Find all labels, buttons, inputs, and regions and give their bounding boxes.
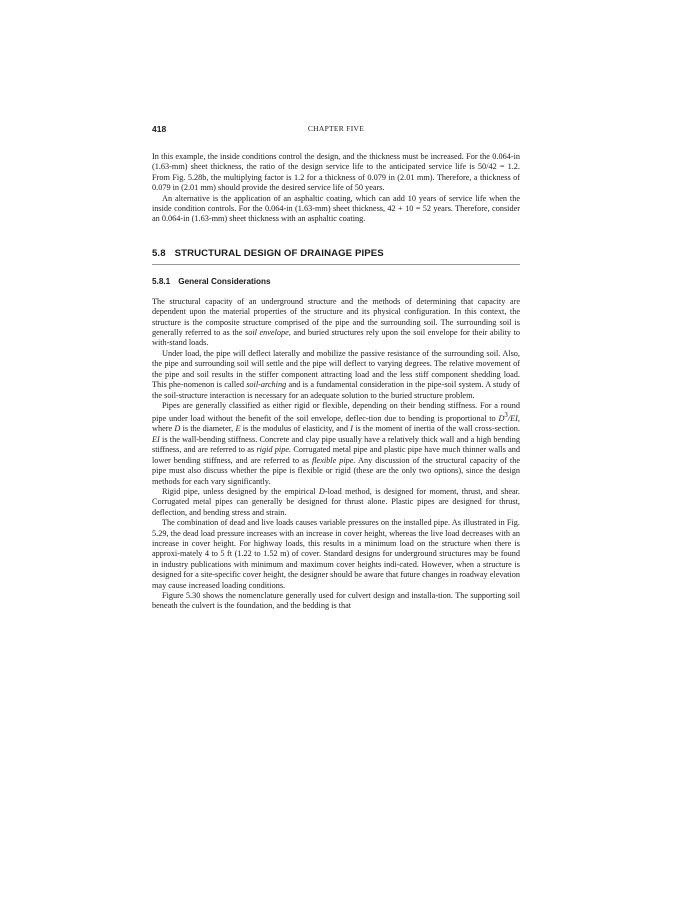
term-soil-envelope: soil envelope, (244, 328, 291, 338)
paragraph: Figure 5.30 shows the nomenclature generally used for culvert design and installa-tion. The supporting soil beneath the culvert is the foundation, and the bedding is that (152, 590, 520, 611)
math-var: EI (152, 434, 160, 444)
math-var: E (235, 424, 241, 434)
section-number: 5.8 (152, 247, 166, 259)
paragraph: The structural capacity of an underground structure and the methods of determining that capacity are dependent upon the material properties of the structure and its physical configuration. In this context, the structure is the composite structure comprised of the pipe and the surrounding soil. The surrounding soil is generally referred to as the soil envelope, and buried structures rely upon the soil envelope for their ability to with-stand loads. (152, 296, 520, 348)
subsection-heading (152, 277, 520, 286)
term-soil-arching: soil-arching (246, 380, 287, 390)
math-var: D (318, 486, 325, 496)
paragraph: Pipes are generally classified as either rigid or flexible, depending on their bending stiffness. For a round pipe under load without the benefit of the soil envelope, deflec-tion due to bending is proportional to $D^3/EI$, where D is the diameter, E is the modulus of elasticity, and I is the moment of inertia of the wall cross-section. EI is the wall-bending stiffness. Concrete and clay pipe usually have a relatively thick wall and a high bending stiffness, and are referred to as rigid pipe. Corrugated metal pipe and plastic pipe have much thinner walls and lower bending stiffness, and are referred to as flexible pipe. Any discussion of the structural capacity of the pipe must also discuss whether the pipe is flexible or rigid (these are the only two options), since the design methods for each vary significantly. (152, 400, 520, 486)
paragraph: Rigid pipe, unless designed by the empirical D-load method, is designed for moment, thrust, and shear. Corrugated metal pipes can generally be designed for thrust alone. Plastic pipes are designed for thrust, deflection, and bending stress and strain. (152, 486, 520, 517)
subsection-number: 5.8.1 (152, 276, 171, 286)
paragraph: An alternative is the application of an asphaltic coating, which can add 10 years of service life when the inside condition controls. For the 0.064-in (1.63-mm) sheet thickness, 42 + 10 = 52 years. Therefore, consider an 0.064-in (1.63-mm) sheet thickness with an asphaltic coating. (152, 193, 520, 224)
term-rigid-pipe: rigid pipe. (256, 445, 292, 455)
page-number: 418 (152, 124, 167, 134)
page (152, 122, 520, 612)
chapter-title: CHAPTER FIVE (307, 124, 365, 133)
paragraph: In this example, the inside conditions control the design, and the thickness must be increased. For the 0.064-in (1.63-mm) sheet thickness, the ratio of the design service life to the anticipated service life is 50/42 = 1.2. From Fig. 5.28b, the multiplying factor is 1.2 for a thickness of 0.079 in (2.01 mm). Therefore, a thickness of 0.079 in (2.01 mm) should provide the desired service life of 50 years. (152, 152, 520, 193)
math-expr: /EI, (507, 414, 520, 424)
math-exponent: 3 (504, 412, 508, 420)
intro-text (152, 152, 520, 225)
term-flexible-pipe: flexible pipe. (311, 455, 356, 465)
math-var: D (174, 424, 181, 434)
section-title: STRUCTURAL DESIGN OF DRAINAGE PIPES (174, 247, 384, 259)
running-head (152, 122, 520, 136)
paragraph: Under load, the pipe will deflect laterally and mobilize the passive resistance of the surrounding soil. Also, the pipe and surrounding soil will settle and the pipe will deflect to varying degrees. The relative movement of the pipe and soil results in the stiffer component attracting load and the less stiff component shedding load. This phe-nomenon is called soil-arching and is a fundamental consideration in the pipe-soil system. A study of the soil-structure interaction is necessary for an adequate solution to the buried structure problem. (152, 348, 520, 400)
math-var: D (498, 414, 505, 424)
section-heading (152, 248, 520, 265)
subsection-title: General Considerations (178, 276, 271, 286)
math-var: I (350, 424, 354, 434)
paragraph: The combination of dead and live loads causes variable pressures on the installed pipe. As illustrated in Fig. 5.29, the dead load pressure increases with an increase in cover height, whereas the live load decreases with an increase in cover height. For highway loads, this results in a minimum load on the structure when there is approxi-mately 4 to 5 ft (1.22 to 1.52 m) of cover. Standard designs for underground structures may be found in industry publications with minimum and maximum cover heights indi-cated. However, when a structure is designed for a site-specific cover height, the designer should be aware that future changes in roadway elevation may cause increased loading conditions. (152, 518, 520, 590)
